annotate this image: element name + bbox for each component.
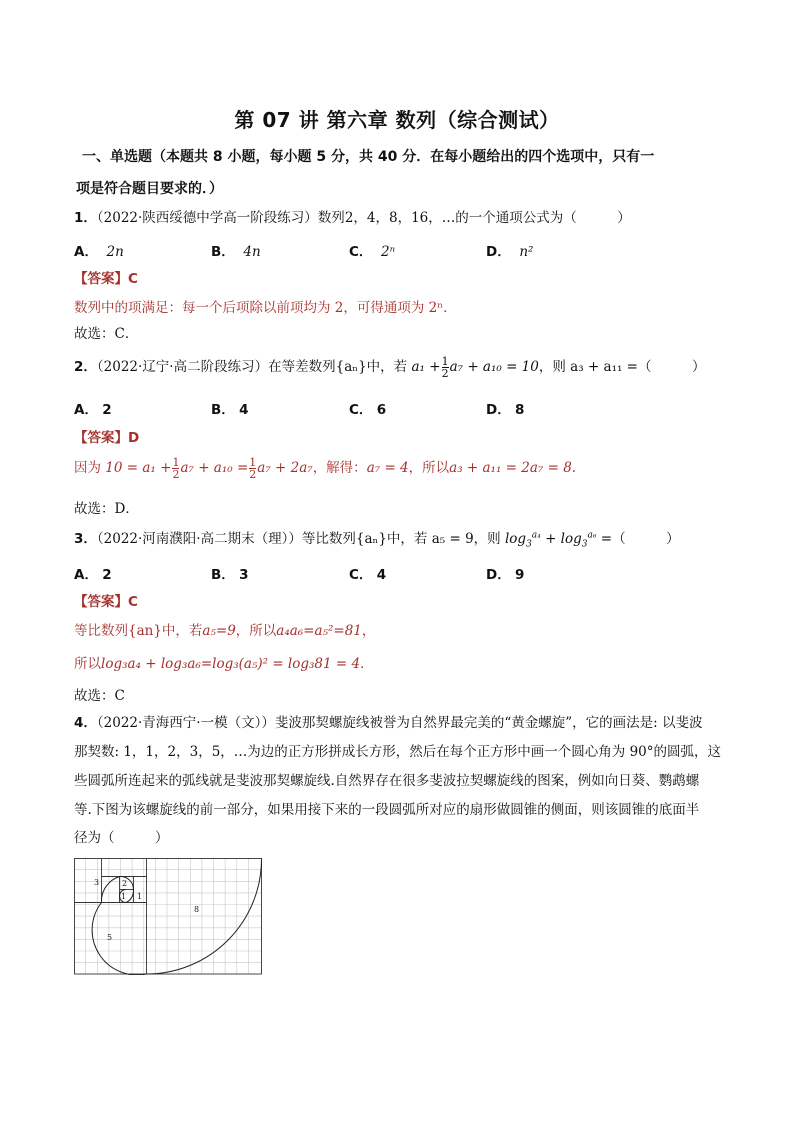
- question-4-number: 4．: [74, 715, 97, 731]
- spiral-curve: [92, 859, 261, 975]
- answer-label: 【答案】: [74, 271, 128, 287]
- option-letter: B．: [211, 567, 235, 583]
- page-title: 第 07 讲 第六章 数列（综合测试）: [234, 108, 560, 132]
- option-letter: C．: [349, 567, 373, 583]
- explanation-formula-1: 10 = a₁ +: [105, 460, 172, 476]
- question-3-stem: [74, 527, 680, 550]
- explanation-formula: a₄a₆=a₅²=81: [276, 623, 362, 639]
- question-4-line2: 那契数: 1，1，2，3，5，…为边的正方形拼成长方形，然后在每个正方形中画一个圆心角为 90°的圆弧，这: [74, 744, 722, 760]
- option-letter: D．: [486, 567, 511, 583]
- label-1a: 1: [121, 892, 127, 901]
- option-b[interactable]: [211, 240, 261, 260]
- label-8: 8: [194, 905, 200, 914]
- question-1-number: 1．: [74, 210, 97, 226]
- answer-value: C: [128, 271, 138, 287]
- explanation-text: ，所以: [408, 460, 450, 476]
- option-text: 2ⁿ: [381, 244, 396, 260]
- explanation-text: 等比数列{an}中，若: [74, 623, 203, 639]
- question-2-source: （2022·辽宁·高二阶段练习）: [96, 359, 269, 375]
- explanation-1: 数列中的项满足：每一个后项除以前项均为 2，可得通项为 2ⁿ．: [74, 300, 457, 316]
- explanation-3-line1: [74, 619, 375, 639]
- option-letter: A．: [74, 402, 98, 418]
- question-2-stem: [74, 355, 706, 379]
- explanation-3-line2: [74, 652, 374, 672]
- question-1-source: （2022·陕西绥德中学高一阶段练习）: [96, 210, 318, 226]
- option-d[interactable]: [486, 240, 533, 260]
- question-4-source: （2022·青海西宁·一模（文））: [96, 715, 275, 731]
- option-letter: D．: [486, 402, 511, 418]
- explanation-formula-3: a₇ + 2a₇: [257, 460, 313, 476]
- option-text: 4: [239, 402, 249, 418]
- answer-value: D: [128, 430, 140, 446]
- question-3-number: 3．: [74, 531, 97, 547]
- explanation-text: 因为: [74, 460, 101, 476]
- question-1-text-end: 的一个通项公式为（ ）: [455, 210, 631, 226]
- option-c[interactable]: [349, 240, 395, 260]
- question-3-formula: $\log_3^{a_4} + \log_3^{a_6}$: [504, 530, 597, 550]
- section-heading-line1: 一、单选题（本题共 8 小题，每小题 5 分，共 40 分．在每小题给出的四个选项中，只有一: [82, 149, 655, 165]
- fibonacci-spiral-figure: [74, 858, 264, 975]
- explanation-text: ，所以: [235, 623, 277, 639]
- question-2-text: 在等差数列{aₙ}中，若: [268, 359, 408, 375]
- explanation-text: 所以: [74, 656, 101, 672]
- question-1-text: 数列: [317, 210, 345, 226]
- option-d[interactable]: [486, 563, 524, 583]
- option-text: n²: [519, 244, 534, 260]
- grid-lines: [74, 858, 262, 974]
- option-a[interactable]: [74, 398, 112, 418]
- question-2-formula-rest: a₇ + a₁₀ = 10: [449, 359, 539, 375]
- explanation-text: ，解得：: [312, 460, 367, 476]
- explanation-text: ．: [360, 656, 374, 672]
- option-text: 9: [515, 567, 525, 583]
- choice-1: 故选：C．: [74, 326, 139, 342]
- question-4-line4: 等.下图为该螺旋线的前一部分，如果用接下来的一段圆弧所对应的扇形做圆锥的侧面，则该圆锥的底面半: [74, 802, 700, 818]
- label-5: 5: [107, 933, 113, 942]
- question-3-text: 等比数列{aₙ}中，若 a₅ = 9，则: [301, 531, 501, 547]
- answer-3: [74, 590, 138, 610]
- option-a[interactable]: [74, 240, 124, 260]
- fraction-half: $\frac{1}{2}$: [249, 456, 257, 481]
- choice-3: 故选：C: [74, 688, 125, 704]
- option-a[interactable]: [74, 563, 112, 583]
- question-1-stem: [74, 206, 631, 226]
- question-4-text: 斐波那契螺旋线被誉为自然界最完美的“黄金螺旋”，它的画法是: 以斐波: [274, 715, 703, 731]
- option-c[interactable]: [349, 398, 386, 418]
- option-text: 2: [102, 567, 112, 583]
- explanation-formula-5: a₃ + a₁₁ = 2a₇ = 8: [449, 460, 572, 476]
- explanation-formula: a₅=9: [202, 623, 236, 639]
- option-b[interactable]: [211, 398, 249, 418]
- option-text: 2: [102, 402, 112, 418]
- answer-label: 【答案】: [74, 594, 128, 610]
- option-c[interactable]: [349, 563, 386, 583]
- explanation-formula: log₃a₄ + log₃a₆=log₃(a₅)² = log₃81 = 4: [101, 656, 361, 672]
- question-2-text-end: ，则 a₃ + a₁₁ =（ ）: [538, 359, 706, 375]
- option-text: 4n: [243, 244, 261, 260]
- answer-label: 【答案】: [74, 430, 128, 446]
- answer-1: [74, 267, 138, 287]
- explanation-2: 因为 10 = a₁ + $\frac{1}{2}$ a₇ + a₁₀ = $\frac{1}{2}$ a₇ + 2a₇，解得：a₇ = 4，所以a₃ + a₁₁ = 2a₇ = 8．: [74, 456, 586, 481]
- question-2-number: 2．: [74, 359, 97, 375]
- label-3: 3: [94, 878, 100, 887]
- option-text: 2n: [106, 244, 124, 260]
- fraction-half: $\frac{1}{2}$: [441, 355, 449, 380]
- label-1b: 1: [137, 892, 143, 901]
- option-letter: A．: [74, 244, 98, 260]
- choice-2: 故选：D．: [74, 501, 139, 517]
- option-letter: B．: [211, 402, 235, 418]
- fraction-half: $\frac{1}{2}$: [172, 456, 180, 481]
- option-letter: A．: [74, 567, 98, 583]
- option-text: 6: [376, 402, 387, 418]
- option-letter: C．: [349, 402, 373, 418]
- question-3-text-end: =（ ）: [600, 531, 680, 547]
- option-letter: C．: [349, 244, 373, 260]
- option-letter: D．: [486, 244, 511, 260]
- option-d[interactable]: [486, 398, 524, 418]
- option-b[interactable]: [211, 563, 249, 583]
- question-3-source: （2022·河南濮阳·高二期末（理））: [96, 531, 302, 547]
- section-heading-line2: 项是符合题目要求的．）: [76, 181, 223, 197]
- question-1-sequence: 2，4，8，16，…: [344, 210, 456, 226]
- option-letter: B．: [211, 244, 235, 260]
- explanation-text: ，: [361, 623, 376, 639]
- option-text: 3: [239, 567, 249, 583]
- question-4-line1: [74, 711, 703, 731]
- question-2-formula-a1: a₁ +: [411, 359, 441, 375]
- explanation-formula-2: a₇ + a₁₀ =: [180, 460, 249, 476]
- explanation-formula-4: a₇ = 4: [366, 460, 409, 476]
- label-2: 2: [122, 879, 128, 888]
- answer-2: [74, 426, 139, 446]
- option-text: 8: [515, 402, 525, 418]
- question-4-line3: 些圆弧所连起来的弧线就是斐波那契螺旋线.自然界存在很多斐波拉契螺旋线的图案，例如向日葵、鹦鹉螺: [74, 773, 700, 789]
- answer-value: C: [128, 594, 138, 610]
- question-4-line5: 径为（ ）: [74, 830, 169, 846]
- option-text: 4: [376, 567, 387, 583]
